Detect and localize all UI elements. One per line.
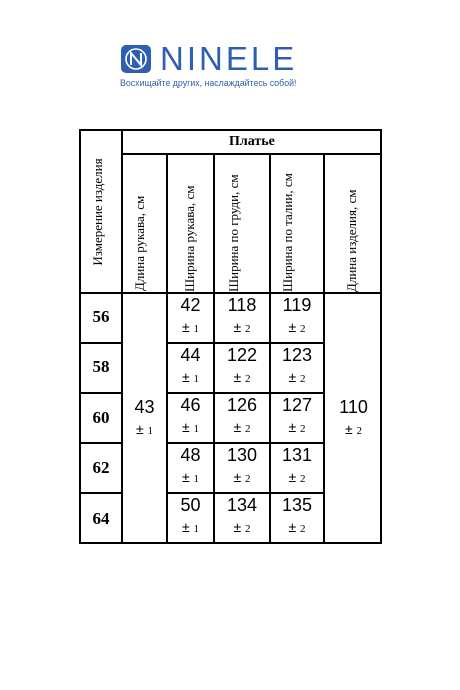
sleeve-width-tolerance (168, 469, 213, 485)
tol-sign: ± (288, 319, 297, 335)
waist-width-tolerance (271, 519, 323, 535)
row-header-label: Измерение изделия (90, 158, 105, 266)
tol-value: 1 (193, 423, 200, 435)
sleeve-width-tolerance (168, 369, 213, 385)
waist-width-tolerance (271, 369, 323, 385)
tol-sign: ± (181, 469, 190, 485)
tol-sign: ± (288, 419, 297, 435)
tol-sign: ± (181, 319, 190, 335)
sleeve-length-value: 43 (134, 397, 155, 417)
tol-value: 1 (147, 425, 154, 437)
column-header-sleeve-width: Ширина рукава, см (182, 185, 197, 292)
tol-sign: ± (288, 369, 297, 385)
sleeve-width-value: 42 (180, 295, 201, 315)
sleeve-width-tolerance (168, 319, 213, 335)
brand-header (120, 42, 350, 92)
tol-value: 1 (193, 473, 200, 485)
tol-value: 2 (245, 373, 251, 385)
chest-width-value: 130 (226, 445, 258, 465)
waist-width-tolerance (271, 469, 323, 485)
tol-value: 1 (193, 523, 200, 535)
chest-width-value: 126 (226, 395, 258, 415)
tol-value: 1 (193, 373, 200, 385)
size-64: 64 (92, 509, 110, 528)
sleeve-width-value: 48 (180, 445, 201, 465)
product-length-value: 110 (339, 397, 368, 417)
chest-width-tolerance (215, 369, 269, 385)
chest-width-tolerance (215, 419, 269, 435)
tol-sign: ± (233, 519, 242, 535)
column-header-chest-width (226, 154, 258, 292)
size-58: 58 (92, 357, 110, 376)
tol-sign: ± (233, 469, 242, 485)
size-60: 60 (92, 408, 110, 427)
chest-width-value: 134 (226, 495, 258, 515)
sleeve-width-tolerance (168, 419, 213, 435)
brand-tagline: Восхищайте других, наслаждайтесь собой! (120, 78, 297, 88)
chest-width-value: 122 (226, 345, 258, 365)
chest-width-value: 118 (227, 295, 257, 315)
column-header-product-length: Длина изделия, см (344, 189, 359, 292)
waist-width-value: 135 (281, 495, 313, 515)
size-62: 62 (92, 458, 110, 477)
tol-sign: ± (181, 369, 190, 385)
waist-width-value: 127 (281, 395, 313, 415)
sleeve-width-value: 46 (180, 395, 201, 415)
tol-value: 1 (193, 323, 200, 335)
column-header-sleeve-length: Длина рукава, см (132, 195, 147, 291)
tol-sign: ± (233, 369, 242, 385)
waist-width-value: 123 (281, 345, 313, 365)
waist-width-tolerance (271, 419, 323, 435)
tol-sign: ± (181, 519, 190, 535)
ninele-logo-icon (120, 44, 152, 74)
waist-width-value: 119 (282, 295, 312, 315)
sleeve-width-value: 50 (180, 495, 201, 515)
tol-value: 2 (300, 523, 306, 535)
tol-value: 2 (300, 373, 306, 385)
waist-width-tolerance (271, 319, 323, 335)
tol-value: 2 (245, 473, 251, 485)
tol-sign: ± (288, 469, 297, 485)
sleeve-width-value: 44 (180, 345, 201, 365)
product-length-tolerance (325, 421, 382, 437)
tol-sign: ± (135, 421, 144, 437)
tol-value: 2 (245, 423, 251, 435)
chest-width-tolerance (215, 519, 269, 535)
tol-sign: ± (288, 519, 297, 535)
tol-value: 2 (356, 425, 363, 437)
sleeve-width-tolerance (168, 519, 213, 535)
tol-value: 2 (300, 323, 306, 335)
column-header-waist-width-text: Ширина по талии, см (280, 173, 295, 292)
tol-sign: ± (181, 419, 190, 435)
tol-sign: ± (233, 419, 242, 435)
tol-value: 2 (245, 523, 251, 535)
column-header-waist-width (280, 154, 312, 292)
chest-width-tolerance (215, 469, 269, 485)
table-title: Платье (229, 134, 275, 149)
brand-name: NINELE (160, 40, 298, 77)
chest-width-tolerance (215, 319, 269, 335)
waist-width-value: 131 (281, 445, 313, 465)
tol-value: 2 (300, 473, 306, 485)
tol-sign: ± (344, 421, 353, 437)
tol-sign: ± (233, 319, 242, 335)
sleeve-length-tolerance (123, 421, 166, 437)
column-header-chest-width-text: Ширина по груди, см (226, 174, 241, 292)
tol-value: 2 (245, 323, 251, 335)
size-table (79, 129, 382, 544)
size-56: 56 (92, 307, 110, 326)
tol-value: 2 (300, 423, 306, 435)
